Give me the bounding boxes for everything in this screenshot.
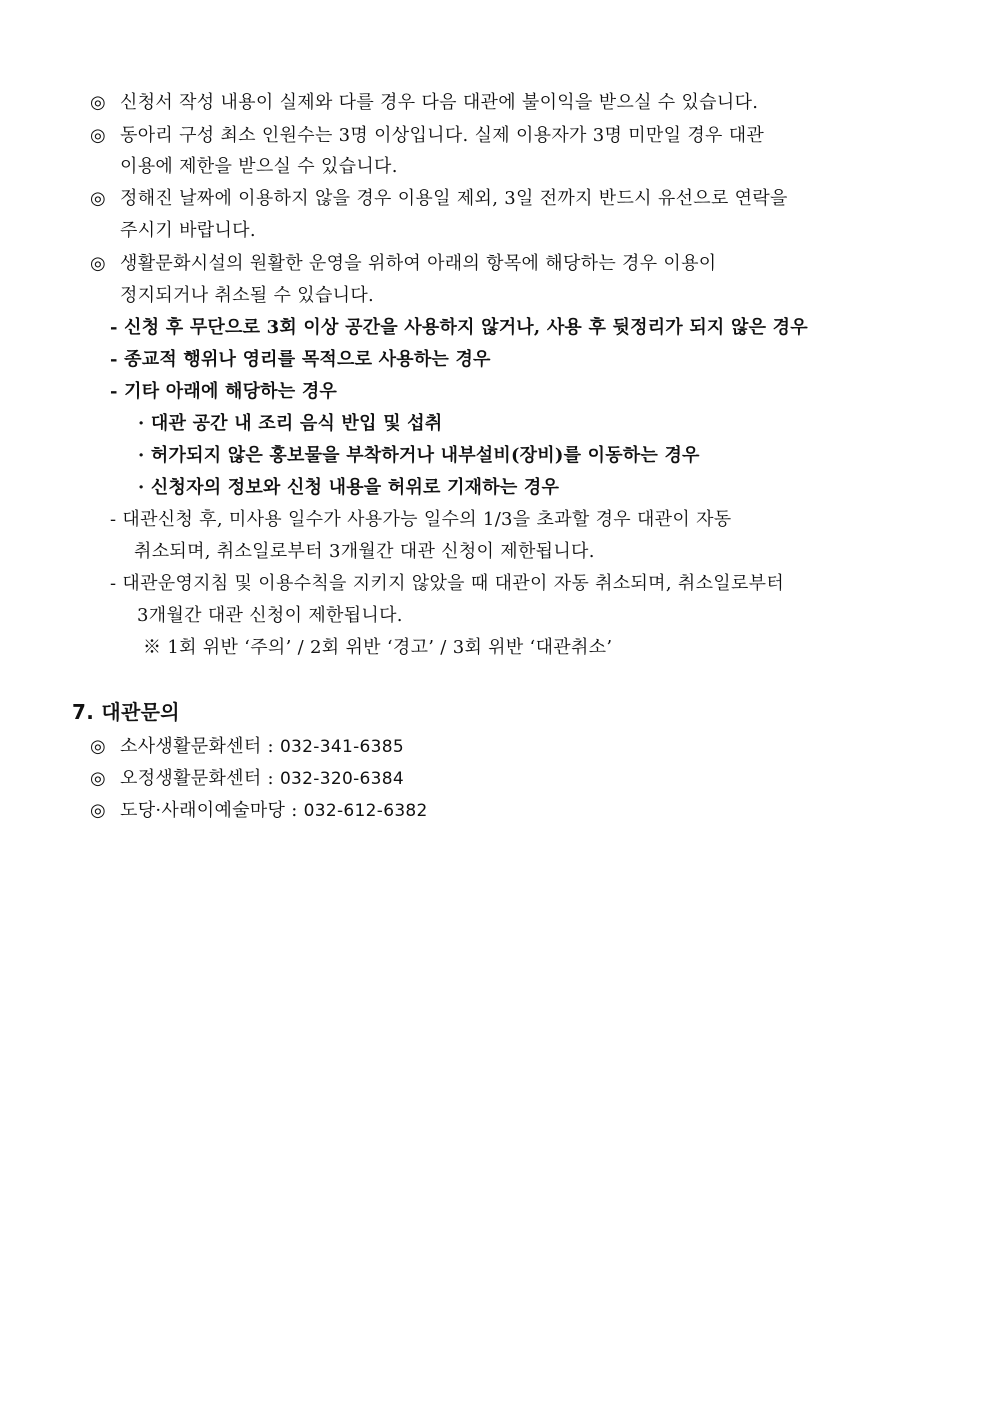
- double-circle-icon: ◎: [90, 736, 107, 757]
- notice-item-3: [90, 187, 788, 211]
- contact-soosa: [90, 735, 404, 759]
- notice-item-2-line-2: 이용에 제한을 받으실 수 있습니다.: [120, 156, 398, 177]
- notice-item-1: [90, 91, 758, 115]
- bold-dot-item-1: · 대관 공간 내 조리 음식 반입 및 섭취: [138, 413, 443, 434]
- notice-item-3-line-1: 정해진 날짜에 이용하지 않을 경우 이용일 제외, 3일 전까지 반드시 유선으로 연락을: [120, 188, 788, 209]
- contact-name: 소사생활문화센터: [120, 736, 262, 757]
- contact-phone: 032-612-6382: [303, 801, 428, 821]
- notice-item-4-line-2: 정지되거나 취소될 수 있습니다.: [120, 285, 375, 306]
- double-circle-icon: ◎: [90, 253, 107, 274]
- double-circle-icon: ◎: [90, 800, 107, 821]
- notice-item-4: [90, 252, 717, 276]
- contact-separator: :: [261, 736, 280, 757]
- bold-dot-item-2: · 허가되지 않은 홍보물을 부착하거나 내부설비(장비)를 이동하는 경우: [138, 445, 700, 466]
- dash-item-2-line-2: 3개월간 대관 신청이 제한됩니다.: [137, 605, 403, 626]
- dash-item-2-line-1: - 대관운영지침 및 이용수칙을 지키지 않았을 때 대관이 자동 취소되며, 취소일로부터: [110, 573, 785, 594]
- contact-phone: 032-320-6384: [279, 769, 404, 789]
- double-circle-icon: ◎: [90, 768, 107, 789]
- notice-item-2: [90, 124, 764, 148]
- contact-ojeong: [90, 767, 404, 791]
- contact-name: 오정생활문화센터: [120, 768, 262, 789]
- double-circle-icon: ◎: [90, 188, 107, 209]
- dash-item-1-line-2: 취소되며, 취소일로부터 3개월간 대관 신청이 제한됩니다.: [134, 541, 595, 562]
- penalty-note: ※ 1회 위반 ‘주의’ / 2회 위반 ‘경고’ / 3회 위반 ‘대관취소’: [143, 637, 613, 658]
- double-circle-icon: ◎: [90, 92, 107, 113]
- section-heading-inquiry: 7. 대관문의: [72, 700, 180, 724]
- bold-dot-item-3: · 신청자의 정보와 신청 내용을 허위로 기재하는 경우: [138, 477, 560, 498]
- contact-phone: 032-341-6385: [279, 737, 404, 757]
- bold-dash-item-3: - 기타 아래에 해당하는 경우: [110, 381, 338, 402]
- notice-item-2-line-1: 동아리 구성 최소 인원수는 3명 이상입니다. 실제 이용자가 3명 미만일 경우 대관: [120, 125, 765, 146]
- bold-dash-item-1: - 신청 후 무단으로 3회 이상 공간을 사용하지 않거나, 사용 후 뒷정리가 되지 않은 경우: [110, 317, 808, 338]
- bold-dash-item-2: - 종교적 행위나 영리를 목적으로 사용하는 경우: [110, 349, 491, 370]
- notice-item-1-line-1: 신청서 작성 내용이 실제와 다를 경우 다음 대관에 불이익을 받으실 수 있습니다.: [120, 92, 759, 113]
- contact-name: 도당·사래이예술마당: [120, 800, 286, 821]
- double-circle-icon: ◎: [90, 125, 107, 146]
- notice-item-3-line-2: 주시기 바랍니다.: [120, 220, 256, 241]
- notice-item-4-line-1: 생활문화시설의 원활한 운영을 위하여 아래의 항목에 해당하는 경우 이용이: [120, 253, 717, 274]
- contact-dodang: [90, 799, 428, 823]
- dash-item-1-line-1: - 대관신청 후, 미사용 일수가 사용가능 일수의 1/3을 초과할 경우 대관이 자동: [110, 509, 732, 530]
- contact-separator: :: [285, 800, 304, 821]
- contact-separator: :: [261, 768, 280, 789]
